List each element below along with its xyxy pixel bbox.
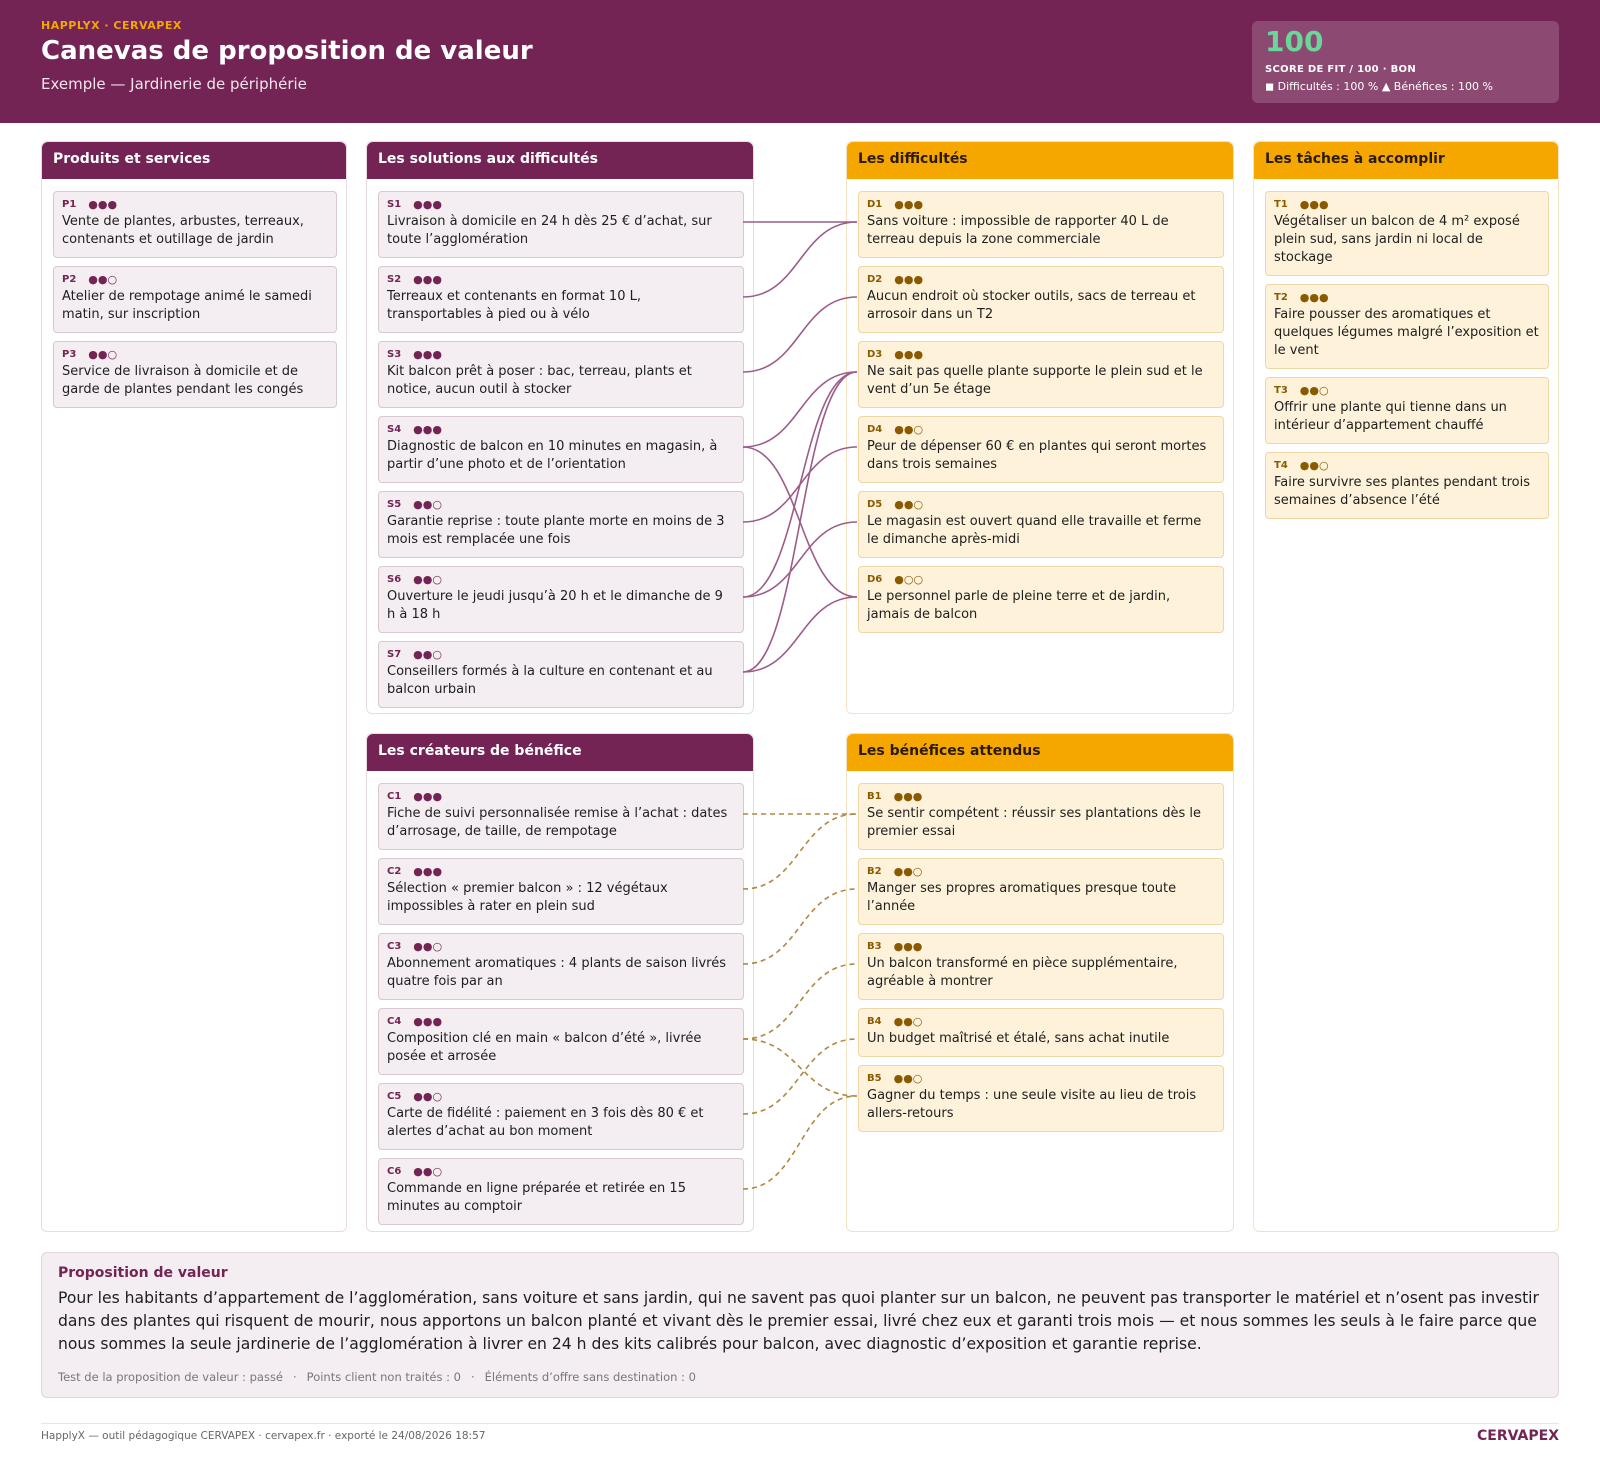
- column-jobs: [1253, 141, 1559, 1232]
- card-id: T3: [1274, 385, 1288, 396]
- column-title: Les solutions aux difficultés: [367, 142, 753, 179]
- importance-dots: ●●●: [413, 790, 443, 803]
- card-id: B2: [867, 866, 882, 877]
- importance-dots: ●○○: [894, 573, 924, 586]
- card-text: Gagner du temps : une seule visite au lieu de trois allers-retours: [867, 1088, 1197, 1121]
- column-title: Les difficultés: [847, 142, 1233, 179]
- pain-reliever-card[interactable]: [378, 266, 744, 333]
- card-header: [387, 790, 735, 803]
- card-text: Un budget maîtrisé et étalé, sans achat inutile: [867, 1031, 1170, 1046]
- card-id: C5: [387, 1091, 402, 1102]
- gain-link-c4-b3: [743, 964, 857, 1039]
- importance-dots: ●●●: [894, 273, 924, 286]
- footer-divider: [41, 1423, 1559, 1424]
- card-header: [867, 423, 1215, 436]
- gain-card[interactable]: [858, 1008, 1224, 1057]
- fit-score-detail: ◼ Difficultés : 100 % ▲ Bénéfices : 100 %: [1265, 80, 1493, 93]
- page-title: Canevas de proposition de valeur: [41, 36, 533, 66]
- product-card[interactable]: [53, 191, 337, 258]
- card-id: S7: [387, 649, 402, 660]
- card-header: [1274, 291, 1540, 304]
- gain-link-c4-b5: [743, 1039, 857, 1096]
- card-text: Manger ses propres aromatiques presque toute l’année: [867, 881, 1177, 914]
- card-text: Sans voiture : impossible de rapporter 40 L de terreau depuis la zone commerciale: [867, 214, 1169, 247]
- card-id: D5: [867, 499, 883, 510]
- importance-dots: ●●●: [413, 198, 442, 211]
- column-pains: [846, 141, 1234, 714]
- fit-score-panel: [1252, 21, 1559, 103]
- column-title: Les bénéfices attendus: [847, 734, 1233, 771]
- card-text: Commande en ligne préparée et retirée en 15 minutes au comptoir: [387, 1181, 686, 1214]
- gain-card[interactable]: [858, 933, 1224, 1000]
- card-header: [1274, 198, 1540, 211]
- importance-dots: ●●○: [413, 1165, 443, 1178]
- importance-dots: ●●●: [88, 198, 118, 211]
- card-text: Composition clé en main « balcon d’été », livrée posée et arrosée: [387, 1031, 702, 1064]
- card-text: Végétaliser un balcon de 4 m² exposé plein sud, sans jardin ni local de stockage: [1274, 214, 1520, 265]
- gain-creator-card[interactable]: [378, 1083, 744, 1150]
- pain-link-s4-d3: [743, 372, 857, 447]
- card-text: Aucun endroit où stocker outils, sacs de terreau et arrosoir dans un T2: [867, 289, 1196, 322]
- card-header: [1274, 384, 1540, 397]
- product-card[interactable]: [53, 341, 337, 408]
- card-text: Garantie reprise : toute plante morte en moins de 3 mois est remplacée une fois: [387, 514, 725, 547]
- pain-reliever-card[interactable]: [378, 191, 744, 258]
- card-text: Fiche de suivi personnalisée remise à l’achat : dates d’arrosage, de taille, de rempotage: [387, 806, 728, 839]
- card-id: P1: [62, 199, 77, 210]
- gain-link-c6-b5: [743, 1096, 857, 1189]
- card-id: S2: [387, 274, 402, 285]
- gain-link-c3-b2: [743, 889, 857, 964]
- card-text: Faire pousser des aromatiques et quelques légumes malgré l’exposition et le vent: [1274, 307, 1539, 358]
- column-gains: [846, 733, 1234, 1232]
- job-card[interactable]: [1265, 452, 1549, 519]
- importance-dots: ●●●: [413, 273, 442, 286]
- card-text: Sélection « premier balcon » : 12 végétaux impossibles à rater en plein sud: [387, 881, 668, 914]
- importance-dots: ●●●: [893, 790, 923, 803]
- card-id: P2: [62, 274, 77, 285]
- card-header: [387, 648, 735, 661]
- importance-dots: ●●●: [413, 865, 443, 878]
- pain-reliever-card[interactable]: [378, 491, 744, 558]
- importance-dots: ●●●: [894, 198, 924, 211]
- pain-link-s7-d3: [743, 372, 857, 672]
- importance-dots: ●●○: [894, 498, 924, 511]
- pain-link-s4-d6: [743, 447, 857, 597]
- product-card[interactable]: [53, 266, 337, 333]
- card-header: [867, 940, 1215, 953]
- value-proposition-text: Pour les habitants d’appartement de l’agglomération, sans voiture et sans jardin, qui ne savent pas quoi planter sur un balcon, ne peuvent pas transporter le matériel et n’osent pas investir dans des plantes qui risquent de mourir, nous apportons un balcon planté et vivant dès le premier essai, livré chez eux et garanti trois mois — et nous sommes les seuls à le faire parce que nous sommes la seule jardinerie de l’agglomération à livrer en 24 h des kits calibrés pour balcon, avec diagnostic d’exposition et garantie reprise.: [58, 1289, 1539, 1353]
- card-header: [387, 198, 735, 211]
- card-id: B3: [867, 941, 882, 952]
- card-text: Peur de dépenser 60 € en plantes qui seront mortes dans trois semaines: [867, 439, 1207, 472]
- header-bar: [0, 0, 1600, 123]
- pain-card[interactable]: [858, 191, 1224, 258]
- importance-dots: ●●○: [1299, 459, 1329, 472]
- importance-dots: ●●●: [1299, 291, 1329, 304]
- card-header: [387, 1165, 735, 1178]
- card-header: [387, 865, 735, 878]
- vp-orphan-count: Éléments d’offre sans destination : 0: [484, 1370, 696, 1384]
- card-text: Service de livraison à domicile et de garde de plantes pendant les congés: [62, 364, 304, 397]
- pain-card[interactable]: [858, 416, 1224, 483]
- gain-creator-card[interactable]: [378, 1158, 744, 1225]
- value-proposition-checks: Test de la proposition de valeur : passé · Points client non traités : 0 · Éléments d’offre sans destination : 0: [58, 1370, 696, 1384]
- pain-card[interactable]: [858, 341, 1224, 408]
- vp-test-status: Test de la proposition de valeur : passé: [58, 1370, 284, 1384]
- importance-dots: ●●○: [413, 573, 442, 586]
- brand-label: HAPPLYX · CERVAPEX: [41, 19, 182, 32]
- importance-dots: ●●●: [413, 1015, 443, 1028]
- pain-card[interactable]: [858, 266, 1224, 333]
- card-id: T1: [1274, 199, 1288, 210]
- card-id: T4: [1274, 460, 1288, 471]
- card-header: [387, 1090, 735, 1103]
- gain-creator-card[interactable]: [378, 858, 744, 925]
- card-id: C4: [387, 1016, 402, 1027]
- pain-reliever-card[interactable]: [378, 566, 744, 633]
- importance-dots: ●●●: [1299, 198, 1329, 211]
- pain-link-s6-d5: [743, 522, 857, 597]
- importance-dots: ●●○: [88, 273, 118, 286]
- importance-dots: ●●○: [893, 1015, 923, 1028]
- card-text: Un balcon transformé en pièce supplémentaire, agréable à montrer: [867, 956, 1178, 989]
- card-id: C1: [387, 791, 402, 802]
- card-id: B5: [867, 1073, 882, 1084]
- card-header: [387, 273, 735, 286]
- card-text: Se sentir compétent : réussir ses plantations dès le premier essai: [867, 806, 1201, 839]
- card-id: B1: [867, 791, 882, 802]
- importance-dots: ●●○: [893, 1072, 923, 1085]
- card-text: Offrir une plante qui tienne dans un intérieur d’appartement chauffé: [1274, 400, 1507, 433]
- card-header: [867, 198, 1215, 211]
- importance-dots: ●●○: [413, 498, 442, 511]
- fit-score-label: SCORE DE FIT / 100 · BON: [1265, 64, 1416, 75]
- card-id: C3: [387, 941, 402, 952]
- column-gain-creators: [366, 733, 754, 1232]
- pain-link-s5-d4: [743, 447, 857, 522]
- card-id: D1: [867, 199, 883, 210]
- importance-dots: ●●●: [894, 348, 924, 361]
- card-text: Le magasin est ouvert quand elle travaille et ferme le dimanche après-midi: [867, 514, 1202, 547]
- card-text: Vente de plantes, arbustes, terreaux, contenants et outillage de jardin: [62, 214, 304, 247]
- page-subtitle: Exemple — Jardinerie de périphérie: [41, 75, 307, 93]
- card-header: [387, 940, 735, 953]
- pain-link-s2-d1: [743, 222, 857, 297]
- card-header: [387, 423, 735, 436]
- card-text: Ouverture le jeudi jusqu’à 20 h et le dimanche de 9 h à 18 h: [387, 589, 723, 622]
- card-header: [62, 273, 328, 286]
- importance-dots: ●●○: [413, 648, 442, 661]
- card-header: [867, 273, 1215, 286]
- card-text: Atelier de rempotage animé le samedi matin, sur inscription: [62, 289, 312, 322]
- gain-creator-card[interactable]: [378, 1008, 744, 1075]
- card-header: [387, 348, 735, 361]
- column-title: Les créateurs de bénéfice: [367, 734, 753, 771]
- card-header: [62, 348, 328, 361]
- card-text: Faire survivre ses plantes pendant trois semaines d’absence l’été: [1274, 475, 1531, 508]
- card-header: [867, 573, 1215, 586]
- card-id: D4: [867, 424, 883, 435]
- gain-link-c5-b4: [743, 1039, 857, 1114]
- pain-reliever-card[interactable]: [378, 641, 744, 708]
- card-header: [867, 865, 1215, 878]
- card-id: C2: [387, 866, 402, 877]
- card-header: [387, 1015, 735, 1028]
- pain-link-s6-d3: [743, 372, 857, 597]
- column-title: Produits et services: [42, 142, 346, 179]
- vp-untreated-count: Points client non traités : 0: [306, 1370, 461, 1384]
- importance-dots: ●●○: [894, 423, 924, 436]
- card-text: Conseillers formés à la culture en contenant et au balcon urbain: [387, 664, 713, 697]
- gain-card[interactable]: [858, 1065, 1224, 1132]
- card-header: [867, 1072, 1215, 1085]
- card-header: [387, 573, 735, 586]
- card-header: [62, 198, 328, 211]
- importance-dots: ●●○: [1299, 384, 1329, 397]
- card-text: Ne sait pas quelle plante supporte le plein sud et le vent d’un 5e étage: [867, 364, 1203, 397]
- card-id: D2: [867, 274, 883, 285]
- pain-card[interactable]: [858, 491, 1224, 558]
- card-id: S3: [387, 349, 402, 360]
- pain-link-s7-d6: [743, 597, 857, 672]
- gain-creator-card[interactable]: [378, 933, 744, 1000]
- card-text: Terreaux et contenants en format 10 L, transportables à pied ou à vélo: [387, 289, 641, 322]
- pain-link-s3-d2: [743, 297, 857, 372]
- card-id: S6: [387, 574, 402, 585]
- card-header: [387, 498, 735, 511]
- value-proposition-panel: [41, 1252, 1559, 1398]
- card-id: C6: [387, 1166, 402, 1177]
- card-id: D6: [867, 574, 883, 585]
- importance-dots: ●●●: [893, 940, 923, 953]
- card-text: Abonnement aromatiques : 4 plants de saison livrés quatre fois par an: [387, 956, 726, 989]
- card-header: [867, 790, 1215, 803]
- pain-card[interactable]: [858, 566, 1224, 633]
- value-proposition-title: Proposition de valeur: [58, 1265, 228, 1281]
- card-text: Le personnel parle de pleine terre et de jardin, jamais de balcon: [867, 589, 1171, 622]
- column-title: Les tâches à accomplir: [1254, 142, 1558, 179]
- importance-dots: ●●●: [413, 423, 442, 436]
- footer-credits: HapplyX — outil pédagogique CERVAPEX · cervapex.fr · exporté le 24/08/2026 18:57: [41, 1430, 486, 1442]
- column-products: [41, 141, 347, 1232]
- job-card[interactable]: [1265, 284, 1549, 369]
- pain-reliever-card[interactable]: [378, 341, 744, 408]
- gain-card[interactable]: [858, 783, 1224, 850]
- card-id: S5: [387, 499, 402, 510]
- pain-reliever-card[interactable]: [378, 416, 744, 483]
- card-header: [867, 1015, 1215, 1028]
- importance-dots: ●●○: [413, 940, 443, 953]
- card-header: [867, 348, 1215, 361]
- importance-dots: ●●○: [413, 1090, 443, 1103]
- gain-creator-card[interactable]: [378, 783, 744, 850]
- importance-dots: ●●○: [893, 865, 923, 878]
- card-id: S4: [387, 424, 402, 435]
- footer-brand: CERVAPEX: [1477, 1428, 1559, 1444]
- card-text: Diagnostic de balcon en 10 minutes en magasin, à partir d’une photo et de l’orientation: [387, 439, 718, 472]
- card-text: Kit balcon prêt à poser : bac, terreau, plants et notice, aucun outil à stocker: [387, 364, 692, 397]
- card-text: Livraison à domicile en 24 h dès 25 € d’achat, sur toute l’agglomération: [387, 214, 712, 247]
- column-pain-relievers: [366, 141, 754, 714]
- importance-dots: ●●○: [88, 348, 118, 361]
- gain-link-c2-b1: [743, 814, 857, 889]
- card-id: B4: [867, 1016, 882, 1027]
- gain-card[interactable]: [858, 858, 1224, 925]
- card-header: [1274, 459, 1540, 472]
- fit-score-value: 100: [1265, 25, 1324, 58]
- job-card[interactable]: [1265, 191, 1549, 276]
- job-card[interactable]: [1265, 377, 1549, 444]
- importance-dots: ●●●: [413, 348, 442, 361]
- card-header: [867, 498, 1215, 511]
- card-text: Carte de fidélité : paiement en 3 fois dès 80 € et alertes d’achat au bon moment: [387, 1106, 704, 1139]
- card-id: S1: [387, 199, 402, 210]
- card-id: D3: [867, 349, 883, 360]
- card-id: P3: [62, 349, 77, 360]
- card-id: T2: [1274, 292, 1288, 303]
